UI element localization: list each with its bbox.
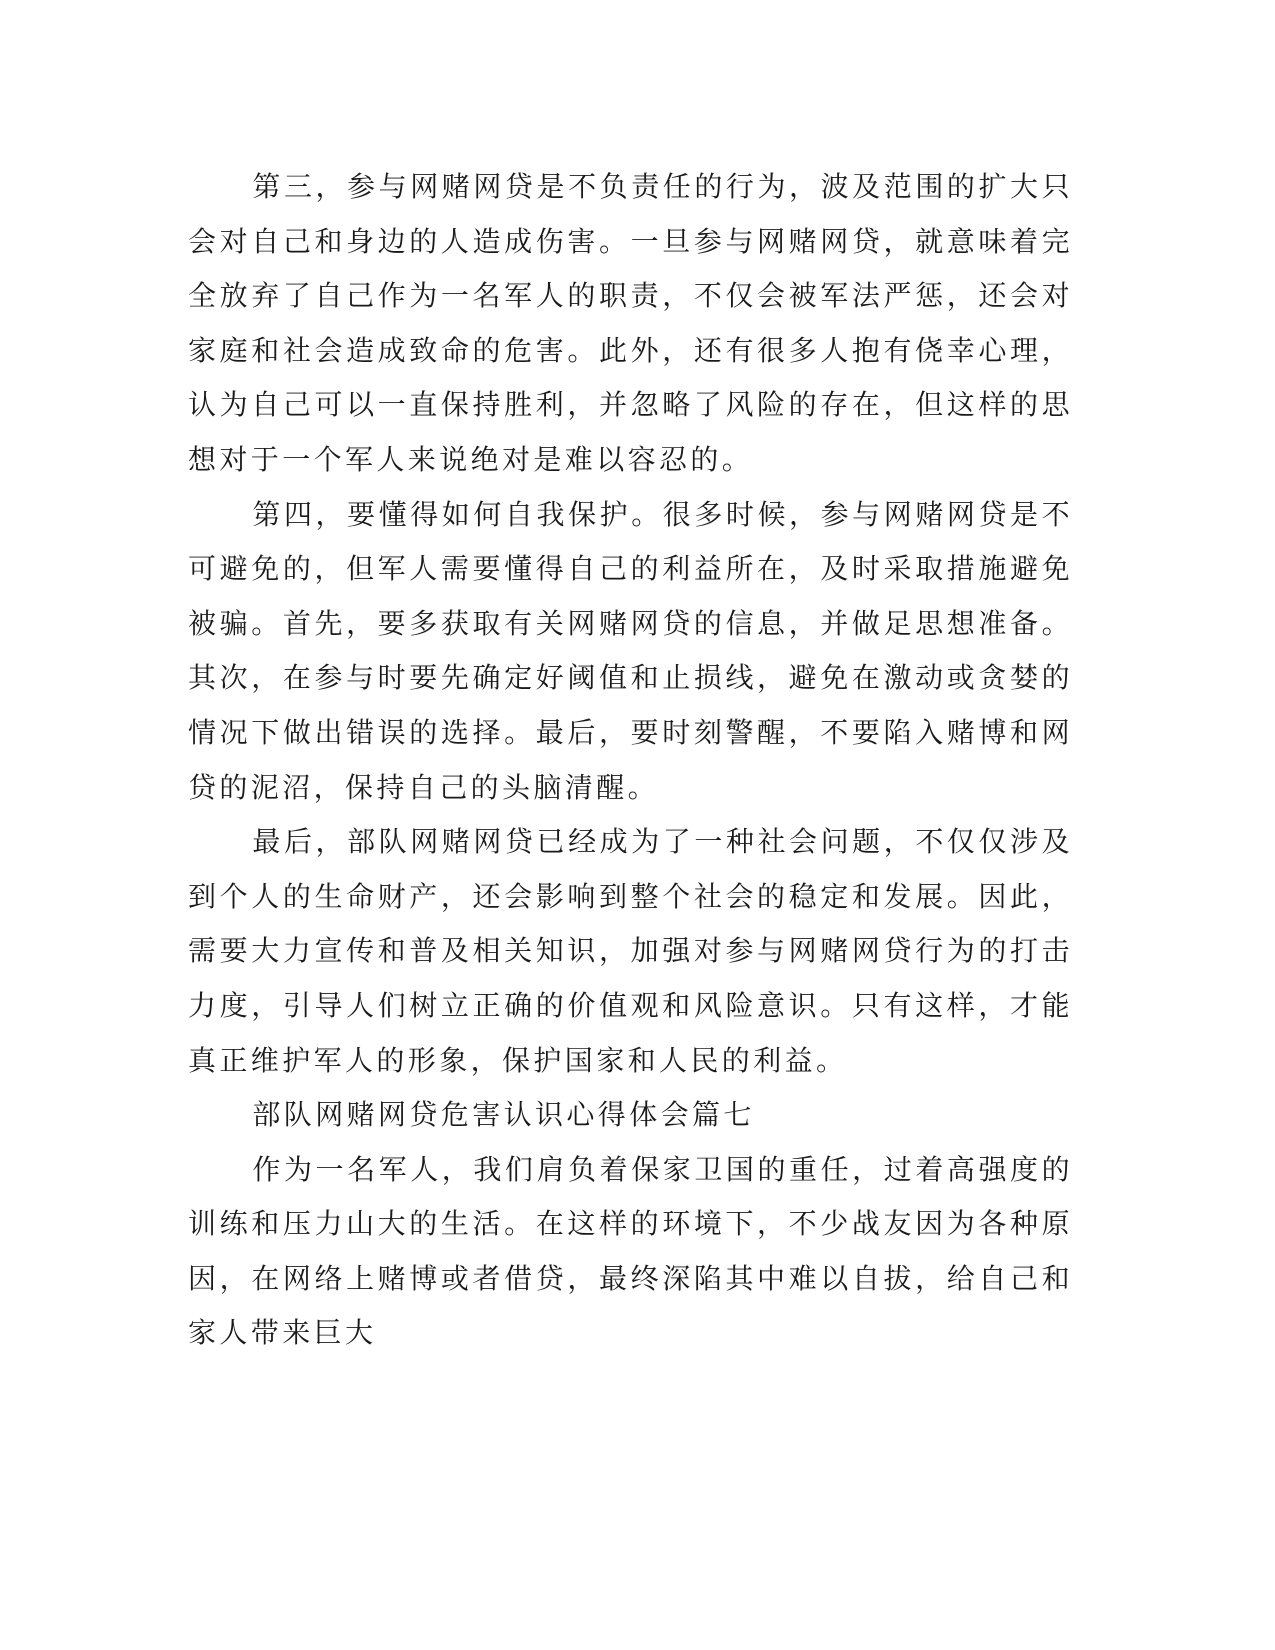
- paragraph-section-seven-intro: 作为一名军人，我们肩负着保家卫国的重任，过着高强度的训练和压力山大的生活。在这样的环境下，不少战友因为各种原因，在网络上赌博或者借贷，最终深陷其中难以自拔，给自己和家人带来巨大: [188, 1152, 1073, 1350]
- section-heading: 部队网赌网贷危害认识心得体会篇七: [252, 1098, 755, 1132]
- paragraph-third-point: 第三，参与网赌网贷是不负责任的行为，波及范围的扩大只会对自己和身边的人造成伤害。一旦参与网赌网贷，就意味着完全放弃了自己作为一名军人的职责，不仅会被军法严惩，还会对家庭和社会造成致命的危害。此外，还有很多人抱有侥幸心理，认为自己可以一直保持胜利，并忽略了风险的存在，但这样的思想对于一个军人来说绝对是难以容忍的。: [188, 170, 1073, 476]
- paragraph-conclusion: 最后，部队网赌网贷已经成为了一种社会问题，不仅仅涉及到个人的生命财产，还会影响到整个社会的稳定和发展。因此，需要大力宣传和普及相关知识，加强对参与网赌网贷行为的打击力度，引导人们树立正确的价值观和风险意识。只有这样，才能真正维护军人的形象，保护国家和人民的利益。: [188, 825, 1073, 1077]
- paragraph-fourth-point: 第四，要懂得如何自我保护。很多时候，参与网赌网贷是不可避免的，但军人需要懂得自己的利益所在，及时采取措施避免被骗。首先，要多获取有关网赌网贷的信息，并做足思想准备。其次，在参与时要先确定好阈值和止损线，避免在激动或贪婪的情况下做出错误的选择。最后，要时刻警醒，不要陷入赌博和网贷的泥沼，保持自己的头脑清醒。: [188, 497, 1073, 804]
- document-body: [188, 160, 1073, 1361]
